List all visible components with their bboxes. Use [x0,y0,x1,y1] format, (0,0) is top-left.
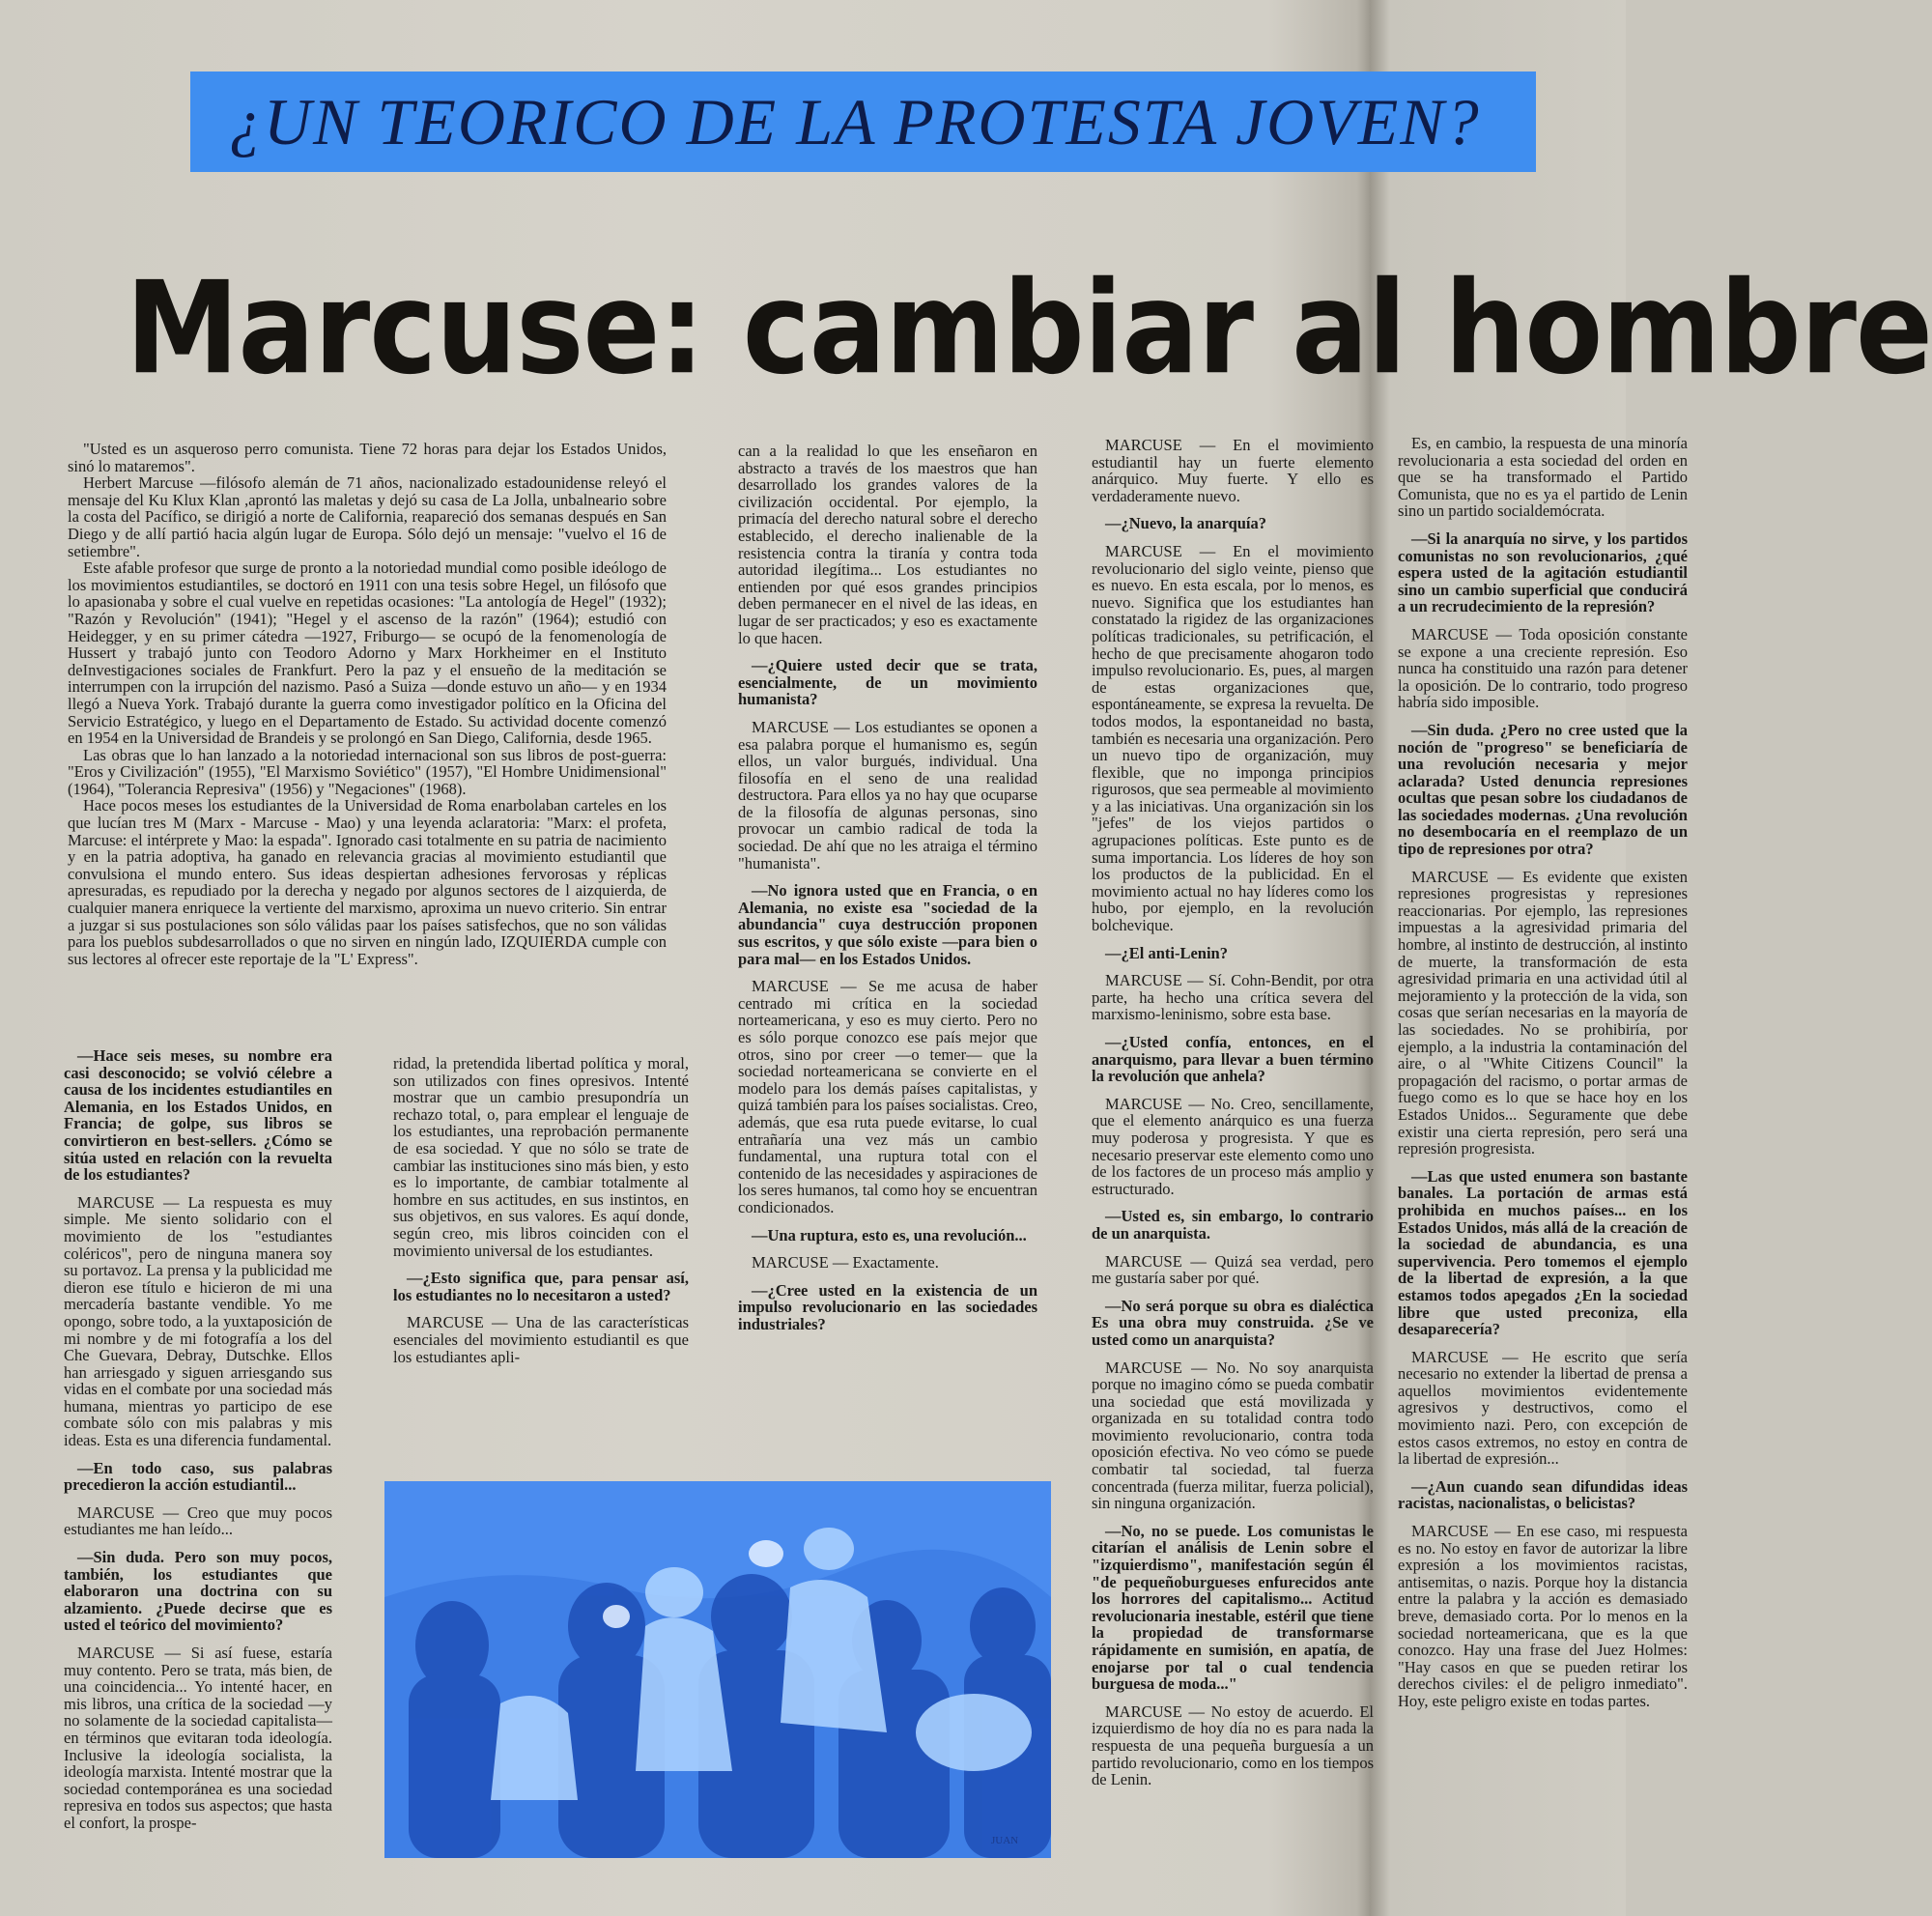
interview-question: —No, no se puede. Los comunistas le citarían el análisis de Lenin sobre el "izquierdismo", manifestación según él "de pequeñoburgueses enfurecidos ante los horrores del capitalismo... Actitud revolucionaria inestable, estéril que tiene la propiedad de transformarse rápidamente en sumisión, en apatía, de enojarse por tal o cual tendencia burguesa de moda..." [1092,1521,1374,1694]
interview-answer: Es, en cambio, la respuesta de una minoría revolucionaria a esta sociedad del orden en que se ha transformado el Partido Comunista, que no es ya el partido de Lenin sino un partido socialdemócrata. [1398,434,1688,521]
column-4 [1092,437,1374,1799]
interview-question: —¿Esto significa que, para pensar así, los estudiantes no lo necesitaron a usted? [393,1269,689,1304]
protest-photo [384,1481,1051,1858]
column-3 [738,443,1037,1344]
column-1 [64,1047,332,1843]
interview-answer: MARCUSE — Una de las características esenciales del movimiento estudiantil es que los estudiantes apli- [393,1313,689,1366]
continued-text: can a la realidad lo que les enseñaron en abstracto a través de los maestros que han desarrollado los grandes valores de la civilización occidental. Por ejemplo, la primacía del derecho natural sobre el derecho establecido, el derecho inalienable de la resistencia contra la tiranía y contra toda autoridad ilegítima... Los estudiantes no entienden por qué esos grandes principios deben permanecer en el nivel de las ideas, en lugar de ser practicados; y eso es exactamente lo que hacen. [738,442,1037,647]
interview-question: —En todo caso, sus palabras precedieron la acción estudiantil... [64,1458,332,1495]
interview-question: —Sin duda. ¿Pero no cree usted que la noción de "progreso" se beneficiaría de una revolución necesaria y mejor aclarada? Usted denuncia represiones ocultas que pesan sobre los ciudadanos de las sociedades modernas. ¿Una revolución no desembocaría en el reemplazo de un tipo de represiones por otra? [1398,720,1688,859]
interview-question: —Sin duda. Pero son muy pocos, también, los estudiantes que elaboraron una doctrina con su alzamiento. ¿Puede decirse que es usted el teórico del movimiento? [64,1548,332,1635]
photo-signature: JUAN [991,1835,1019,1846]
interview-question: —Hace seis meses, su nombre era casi desconocido; se volvió célebre a causa de los incidentes estudiantiles en Alemania, en los Estados Unidos, en Francia; de golpe, sus libros se convirtieron en best-sellers. ¿Cómo se sitúa usted en relación con la revuelta de los estudiantes? [64,1046,332,1185]
column-2 [393,1055,689,1376]
continued-text: ridad, la pretendida libertad política y moral, son utilizados con fines opresivos. Intenté mostrar que un cambio presupondría un rechazo total, o, para emplear el lenguaje de los estudiantes, una reprobación permanente de esa sociedad. Y que no sólo se trate de cambiar las instituciones sino más bien, y esto es lo importante, de cambiar totalmente al hombre en sus actitudes, en sus instintos, en sus objetivos, en sus valores. Es aquí donde, según creo, mis libros coinciden con el movimiento universal de los estudiantes. [393,1054,689,1260]
headline: Marcuse: cambiar al hombre [126,253,1932,403]
interview-answer: MARCUSE — Exactamente. [752,1253,939,1273]
interview-answer: MARCUSE — Si así fuese, estaría muy contento. Pero se trata, más bien, de una coincidencia... Yo intenté hacer, en mis libros, una crítica de la sociedad —y no solamente de la sociedad capitalista— en términos que evitaran toda ideología. Inclusive la ideología socialista, la ideología marxista. Intenté mostrar que la sociedad contemporánea es una sociedad represiva en todos sus aspectos; que hasta el confort, la prospe- [64,1644,332,1832]
interview-answer: MARCUSE — No. Creo, sencillamente, que el elemento anárquico es una fuerza muy poderosa y progresista. Y que es necesario preservar este elemento como uno de los factores de un proceso más amplio y estructurado. [1092,1094,1374,1198]
interview-question: —Una ruptura, esto es, una revolución... [752,1225,1027,1244]
interview-question: —¿El anti-Lenin? [1105,943,1228,962]
interview-question: —¿Quiere usted decir que se trata, esencialmente, de un movimiento humanista? [738,656,1037,709]
interview-answer: MARCUSE — Los estudiantes se oponen a esa palabra porque el humanismo es, según ellos, un valor burgués, individual. Una filosofía en el seno de una realidad destructora. Para ellos ya no hay que ocuparse de la filosofía de algunas personas, sino provocar un cambio radical de toda la sociedad. De ahí que no les atraiga el término "humanista". [738,717,1037,872]
interview-answer: MARCUSE — Es evidente que existen represiones progresistas y represiones reaccionarias. Por ejemplo, las represiones impuestas a la agresividad primaria del hombre, al instinto de destrucción, al instinto de muerte, la transformación de esta agresividad primaria en una actividad útil al mejoramiento y la protección de la vida, son cosas que serían necesarias en la mayoría de las sociedades. No se prohibiría, por ejemplo, a la industria la contaminación del aire, o al "White Citizens Council" la propagación del racismo, o portar armas de fuego como es lo que se hace hoy en los Estados Unidos... Seguramente que debe existir una cierta represión, pero será una represión progresista. [1398,867,1688,1158]
intro-block [68,441,667,967]
interview-answer: MARCUSE — Toda oposición constante se expone a una creciente represión. Eso nunca ha constituido una razón para detener la oposición. De lo contrario, todo progreso habría sido imposible. [1398,624,1688,712]
kicker-banner [190,71,1536,172]
interview-question: —No será porque su obra es dialéctica Es una obra muy construida. ¿Se ve usted como un anarquista? [1092,1296,1374,1349]
interview-question: —Si la anarquía no sirve, y los partidos comunistas no son revolucionarios, ¿qué espera usted de la agitación estudiantil sino un cambio superficial que conducirá a un recrudecimiento de la represión? [1398,529,1688,616]
interview-answer: MARCUSE — En el movimiento estudiantil hay un fuerte elemento anárquico. Muy fuerte. Y ello es verdaderamente nuevo. [1092,436,1374,505]
interview-answer: MARCUSE — Se me acusa de haber centrado mi crítica en la sociedad norteamericana, y eso es muy cierto. Pero no es sólo porque conozco ese país mejor que otros, sino por creer —o temer— que la sociedad norteamericana se convierte en el modelo para los demás países capitalistas, y quizá también para los países socialistas. Creo, además, que esa ruta puede evitarse, lo cual entrañaría una vez más un cambio fundamental, una ruptura total con el contenido de las necesidades y aspiraciones de los seres humanos, tal como hoy se encuentran condicionados. [738,977,1037,1216]
intro-paragraph: Hace pocos meses los estudiantes de la Universidad de Roma enarbolaban carteles en los que lucían tres M (Marx - Marcuse - Mao) y una leyenda aclaratoria: "Marx: el profeta, Marcuse: el intérprete y Mao: la espada". Ignorado casi totalmente en su patria de nacimiento y en la patria adoptiva, ha ganado en relevancia gracias al movimiento estudiantil que convulsiona el mundo entero. Sus ideas despiertan adhesiones fervorosas y réplicas apresuradas, es repudiado por la derecha y negado por algunos sectores de l aizquierda, de cualquier manera enriquece la vertiente del marxismo, aproxima un nuevo criterio. Sin entrar a juzgar si sus postulaciones son sólo válidas paar los países satisfechos, que no son válidas para los pueblos subdesarrollados o que no sirven en ningún lado, IZQUIERDA cumple con sus lectores al ofrecer este reportaje de la "L' Express". [68,796,667,968]
interview-question: —¿Usted confía, entonces, en el anarquismo, para llevar a buen término la revolución que anhela? [1092,1033,1374,1086]
interview-question: —No ignora usted que en Francia, o en Alemania, no existe esa "sociedad de la abundancia" cuya destrucción proponen sus escritos, y que sólo existe —para bien o para mal— en los Estados Unidos. [738,881,1037,968]
interview-answer: MARCUSE — Quizá sea verdad, pero me gustaría saber por qué. [1092,1251,1374,1288]
interview-question: —¿Aun cuando sean difundidas ideas racistas, nacionalistas, o belicistas? [1398,1476,1688,1513]
interview-answer: MARCUSE — No. No soy anarquista porque no imagino cómo se pueda combatir una sociedad que está movilizada y organizada en su totalidad contra todo movimiento revolucionario, contra toda oposición efectiva. No veo cómo se puede combatir tal sociedad, tal fuerza concentrada (fuerza militar, fuerza policial), sin ninguna organización. [1092,1358,1374,1513]
interview-answer: MARCUSE — La respuesta es muy simple. Me siento solidario con el movimiento de los "estudiantes coléricos", pero de ninguna manera soy su portavoz. La prensa y la publicidad me dieron ese título e hicieron de mi una mercadería bastante vendible. Yo me opongo, sobre todo, a la yuxtaposición de mi nombre y de mi fotografía a los del Che Guevara, Debray, Dutschke. Ellos han arriesgado y siguen arriesgando sus vidas en el combate por una sociedad más humana, mientras yo participo de ese combate sólo con mis palabras y mis ideas. Esta es una diferencia fundamental. [64,1192,332,1450]
interview-answer: MARCUSE — He escrito que sería necesario no extender la libertad de prensa a aquellos movimientos evidentemente agresivos y destructivos, como el movimiento nazi. Pero, con excepción de estos casos extremos, no estoy en contra de la libertad de expresión... [1398,1347,1688,1469]
intro-paragraph: Herbert Marcuse —filósofo alemán de 71 años, nacionalizado estadounidense releyó el mensaje del Ku Klux Klan ,aprontó las maletas y dejó su casa de La Jolla, unbalneario sobre la costa del Pacífico, se dirigió a norte de California, reapareció dos semanas después en San Diego y de allí partió hacia algún lugar de Europa. Sólo dejó un mensaje: "vuelvo el 16 de setiembre". [68,473,667,560]
interview-answer: MARCUSE — Creo que muy pocos estudiantes me han leído... [64,1502,332,1539]
protest-photo-illustration [384,1481,1051,1858]
intro-paragraph: Este afable profesor que surge de pronto a la notoriedad mundial como posible ideólogo de los movimientos estudiantiles, se doctoró en 1911 con una tesis sobre Hegel, un filósofo que lo apasionaba y sobre el cual vuelve en repetidas ocasiones: "La antología de Hegel" (1932); "Razón y Revolución" (1941); "Hegel y el ascenso de la razón" (1964); estudió con Heidegger, y en su primer cátedra —1927, Friburgo— se ocupó de la fenomenología de Hussert y trabajó junto con Teodoro Adorno y Marx Horkheimer en el Instituto deInvestigaciones sociales de Frankfurt. Pero la paz y el ensueño de la meditación se interrumpen con la irrupción del nazismo. Pasó a Suiza —donde estuvo un año— y en 1934 llegó a Nueva York. Trabajó durante la guerra como investigador político en la Oficina del Servicio Estratégico, y luego en el Departamento de Estado. Su actividad docente comenzó en 1954 en la Universidad de Brandeis y se prolongó en San Diego, California, desde 1965. [68,558,667,748]
interview-answer: MARCUSE — No estoy de acuerdo. El izquierdismo de hoy día no es para nada la respuesta de una pequeña burguesía a un partido revolucionario, como en los tiempos de Lenin. [1092,1702,1374,1789]
interview-answer: MARCUSE — En el movimiento revolucionario del siglo veinte, pienso que es nuevo. En esta escala, por lo menos, es nuevo. Significa que los estudiantes han constatado la rigidez de las organizaciones políticas tradicionales, su petrificación, el hecho de que precisamente ahogaron todo impulso revolucionario. Es, pues, al margen de estas organizaciones que, espontáneamente, se expresa la revuelta. De todos modos, la espontaneidad no basta, también es necesaria una organización. Pero un nuevo tipo de organización, muy flexible, que no imponga principios rigurosos, que sea permeable al movimiento y a las iniciativas. Una organización sin los "jefes" de los viejos partidos o agrupaciones políticas. Este punto es de suma importancia. Los líderes de hoy son los productos de la publicidad. En el movimiento actual no hay líderes como los hubo, por ejemplo, en la revolución bolchevique. [1092,541,1374,935]
interview-answer: MARCUSE — En ese caso, mi respuesta es no. No estoy en favor de autorizar la libre expresión a los movimientos racistas, antisemitas, o nazis. Porque hoy la distancia entre la palabra y la acción es demasiado breve, demasiado corta. Por lo menos en la sociedad norteamericana, que es la que conozco. Hay una frase del Juez Holmes: "Hay casos en que se pueden retirar los derechos civiles: el de peligro inmediato". Hoy, este peligro existe en todas partes. [1398,1522,1688,1710]
column-5 [1398,435,1688,1721]
kicker-text: ¿UN TEORICO DE LA PROTESTA JOVEN? [229,84,1481,158]
interview-answer: MARCUSE — Sí. Cohn-Bendit, por otra parte, ha hecho una crítica severa del marxismo-leninismo, sobre esta base. [1092,971,1374,1024]
intro-paragraph: Las obras que lo han lanzado a la notoriedad internacional son sus libros de post-guerra: "Eros y Civilización" (1955), "El Marxismo Soviético" (1957), "El Hombre Unidimensional" (1964), "Tolerancia Represiva" (1956) y "Negaciones" (1968). [68,745,667,798]
interview-question: —¿Cree usted en la existencia de un impulso revolucionario en las sociedades industriales? [738,1280,1037,1333]
interview-question: —¿Nuevo, la anarquía? [1105,514,1267,533]
intro-paragraph: "Usted es un asqueroso perro comunista. Tiene 72 horas para dejar los Estados Unidos, sinó lo mataremos". [68,440,667,475]
interview-question: —Las que usted enumera son bastante banales. La portación de armas está prohibida en muchos países... en los Estados Unidos, más allá de la creación de la sociedad de abundancia, es una supervivencia. Pero tomemos el ejemplo de la libertad de expresión, a la que estamos todos apegados ¿En la sociedad libre que usted preconiza, ella desaparecería? [1398,1166,1688,1339]
interview-question: —Usted es, sin embargo, lo contrario de un anarquista. [1092,1207,1374,1243]
